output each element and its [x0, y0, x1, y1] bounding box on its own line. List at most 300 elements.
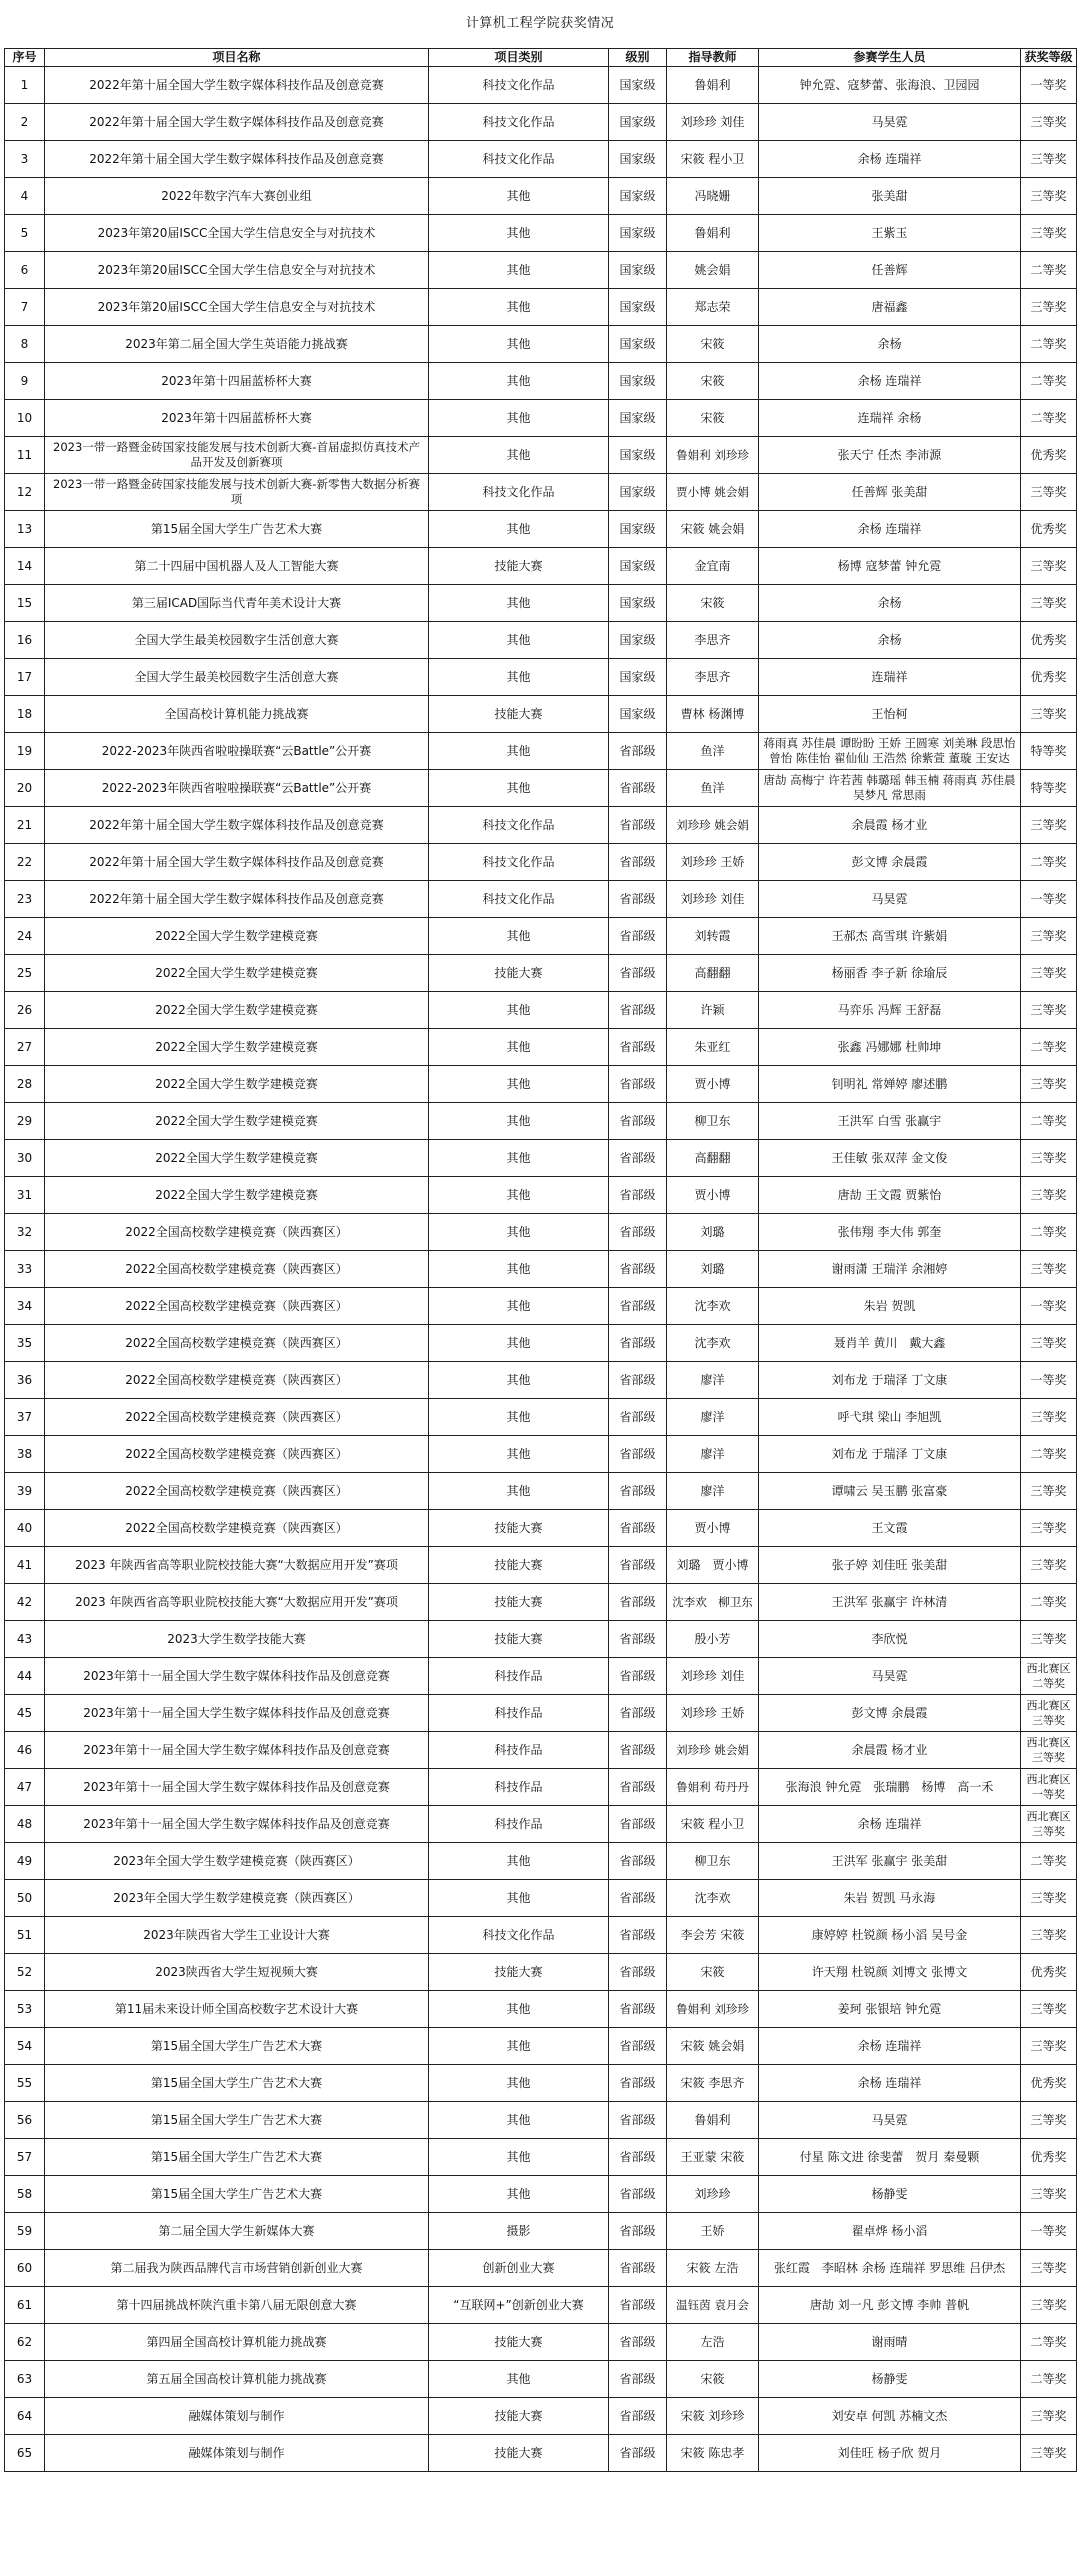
cell-award: 二等奖 [1021, 2324, 1077, 2361]
cell-students: 杨静雯 [759, 2176, 1021, 2213]
cell-students: 马弈乐 冯辉 王舒磊 [759, 992, 1021, 1029]
cell-index: 58 [5, 2176, 45, 2213]
cell-advisor: 贾小博 [667, 1510, 759, 1547]
cell-students: 呼弋琪 梁山 李旭凯 [759, 1399, 1021, 1436]
cell-project-name: 第二届我为陕西品牌代言市场营销创新创业大赛 [45, 2250, 429, 2287]
table-row [5, 548, 1077, 585]
cell-award: 一等奖 [1021, 1362, 1077, 1399]
cell-category: 其他 [429, 1399, 609, 1436]
cell-level: 国家级 [609, 289, 667, 326]
cell-project-name: 2023年第十一届全国大学生数字媒体科技作品及创意竞赛 [45, 1695, 429, 1732]
cell-award: 二等奖 [1021, 326, 1077, 363]
cell-students: 连瑞祥 余杨 [759, 400, 1021, 437]
table-body [5, 67, 1077, 2472]
table-row [5, 1177, 1077, 1214]
cell-advisor: 柳卫东 [667, 1103, 759, 1140]
cell-students: 翟卓烨 杨小滔 [759, 2213, 1021, 2250]
cell-category: 科技文化作品 [429, 67, 609, 104]
cell-project-name: 2023年全国大学生数学建模竞赛（陕西赛区） [45, 1880, 429, 1917]
cell-project-name: 2022全国大学生数学建模竞赛 [45, 1177, 429, 1214]
cell-index: 27 [5, 1029, 45, 1066]
cell-advisor: 贾小博 [667, 1066, 759, 1103]
cell-award: 三等奖 [1021, 178, 1077, 215]
cell-advisor: 鲁娟利 刘珍珍 [667, 1991, 759, 2028]
cell-index: 1 [5, 67, 45, 104]
table-row [5, 326, 1077, 363]
cell-category: 其他 [429, 437, 609, 474]
table-row [5, 1325, 1077, 1362]
cell-advisor: 鲁娟利 刘珍珍 [667, 437, 759, 474]
cell-students: 唐劼 高梅宁 许若茜 韩璐瑶 韩玉楠 蒋雨真 苏佳晨 吴梦凡 常思雨 [759, 770, 1021, 807]
cell-award: 二等奖 [1021, 252, 1077, 289]
cell-advisor: 沈李欢 [667, 1325, 759, 1362]
cell-level: 省部级 [609, 1362, 667, 1399]
cell-category: 其他 [429, 1029, 609, 1066]
cell-award: 三等奖 [1021, 215, 1077, 252]
cell-advisor: 刘珍珍 姚会娟 [667, 807, 759, 844]
cell-advisor: 宋筱 [667, 1954, 759, 1991]
cell-level: 国家级 [609, 474, 667, 511]
cell-students: 蒋雨真 苏佳晨 谭盼盼 王娇 王圆寒 刘美琳 段思怡 曾怡 陈佳怡 翟仙仙 王浩然 徐紫萱 董璇 王安达 [759, 733, 1021, 770]
cell-award: 二等奖 [1021, 1214, 1077, 1251]
cell-award: 二等奖 [1021, 1103, 1077, 1140]
cell-level: 省部级 [609, 2324, 667, 2361]
header-project-name: 项目名称 [45, 49, 429, 67]
table-row [5, 1288, 1077, 1325]
cell-category: 其他 [429, 1140, 609, 1177]
cell-advisor: 殷小芳 [667, 1621, 759, 1658]
table-row [5, 2287, 1077, 2324]
cell-category: 技能大赛 [429, 2435, 609, 2472]
cell-index: 39 [5, 1473, 45, 1510]
cell-level: 省部级 [609, 1103, 667, 1140]
cell-category: 其他 [429, 400, 609, 437]
table-row [5, 2435, 1077, 2472]
cell-category: 科技文化作品 [429, 104, 609, 141]
table-row [5, 659, 1077, 696]
cell-students: 付星 陈文进 徐斐蕾 贺月 秦曼颗 [759, 2139, 1021, 2176]
cell-category: 其他 [429, 770, 609, 807]
cell-index: 16 [5, 622, 45, 659]
cell-students: 余杨 连瑞祥 [759, 1806, 1021, 1843]
cell-index: 4 [5, 178, 45, 215]
cell-category: 其他 [429, 1325, 609, 1362]
cell-advisor: 鲁娟利 [667, 2102, 759, 2139]
cell-level: 国家级 [609, 363, 667, 400]
cell-students: 马昊霓 [759, 104, 1021, 141]
table-row [5, 252, 1077, 289]
cell-award: 西北赛区三等奖 [1021, 1732, 1077, 1769]
cell-category: 技能大赛 [429, 2398, 609, 2435]
cell-advisor: 李思齐 [667, 622, 759, 659]
cell-students: 余杨 连瑞祥 [759, 2028, 1021, 2065]
cell-category: 摄影 [429, 2213, 609, 2250]
cell-index: 37 [5, 1399, 45, 1436]
cell-project-name: 2023年全国大学生数学建模竞赛（陕西赛区） [45, 1843, 429, 1880]
table-row [5, 1399, 1077, 1436]
cell-category: 科技作品 [429, 1769, 609, 1806]
cell-index: 7 [5, 289, 45, 326]
cell-category: 其他 [429, 2065, 609, 2102]
cell-category: 其他 [429, 1177, 609, 1214]
cell-award: 特等奖 [1021, 770, 1077, 807]
cell-level: 国家级 [609, 400, 667, 437]
cell-advisor: 宋筱 程小卫 [667, 1806, 759, 1843]
cell-advisor: 宋筱 姚会娟 [667, 2028, 759, 2065]
cell-students: 李欣悦 [759, 1621, 1021, 1658]
cell-students: 彭文博 余晨霞 [759, 1695, 1021, 1732]
cell-project-name: 第15届全国大学生广告艺术大赛 [45, 511, 429, 548]
cell-project-name: 2023年第十一届全国大学生数字媒体科技作品及创意竞赛 [45, 1806, 429, 1843]
cell-advisor: 宋筱 左浩 [667, 2250, 759, 2287]
cell-award: 三等奖 [1021, 104, 1077, 141]
cell-award: 三等奖 [1021, 1880, 1077, 1917]
cell-students: 杨丽香 李子新 徐瑜辰 [759, 955, 1021, 992]
cell-project-name: 2022全国大学生数学建模竞赛 [45, 955, 429, 992]
table-row [5, 1991, 1077, 2028]
table-row [5, 363, 1077, 400]
cell-category: 科技文化作品 [429, 1917, 609, 1954]
cell-award: 西北赛区二等奖 [1021, 1658, 1077, 1695]
cell-project-name: 2022全国高校数学建模竞赛（陕西赛区） [45, 1288, 429, 1325]
table-row [5, 2028, 1077, 2065]
cell-award: 西北赛区三等奖 [1021, 1695, 1077, 1732]
cell-students: 张子婷 刘佳旺 张美甜 [759, 1547, 1021, 1584]
cell-project-name: 第四届全国高校计算机能力挑战赛 [45, 2324, 429, 2361]
cell-category: 技能大赛 [429, 2324, 609, 2361]
cell-category: 科技文化作品 [429, 474, 609, 511]
cell-project-name: 2023一带一路暨金砖国家技能发展与技术创新大赛-首届虚拟仿真技术产品开发及创新赛项 [45, 437, 429, 474]
cell-level: 国家级 [609, 622, 667, 659]
cell-index: 8 [5, 326, 45, 363]
cell-level: 省部级 [609, 2287, 667, 2324]
cell-level: 省部级 [609, 881, 667, 918]
cell-project-name: 2023年第十四届蓝桥杯大赛 [45, 400, 429, 437]
cell-level: 省部级 [609, 807, 667, 844]
cell-students: 刘安卓 何凯 苏楠文杰 [759, 2398, 1021, 2435]
cell-students: 余杨 [759, 585, 1021, 622]
cell-project-name: 2023年第20届ISCC全国大学生信息安全与对抗技术 [45, 252, 429, 289]
cell-level: 省部级 [609, 1140, 667, 1177]
cell-index: 40 [5, 1510, 45, 1547]
header-students: 参赛学生人员 [759, 49, 1021, 67]
cell-category: 科技文化作品 [429, 807, 609, 844]
cell-index: 49 [5, 1843, 45, 1880]
cell-students: 康婷婷 杜锐颜 杨小滔 吴号金 [759, 1917, 1021, 1954]
cell-advisor: 宋筱 [667, 585, 759, 622]
cell-project-name: 2022-2023年陕西省啦啦操联赛“云Battle”公开赛 [45, 770, 429, 807]
cell-category: 其他 [429, 2139, 609, 2176]
cell-category: 其他 [429, 1288, 609, 1325]
cell-level: 省部级 [609, 1954, 667, 1991]
cell-level: 省部级 [609, 1584, 667, 1621]
table-row [5, 1658, 1077, 1695]
cell-level: 国家级 [609, 511, 667, 548]
cell-advisor: 李思齐 [667, 659, 759, 696]
cell-advisor: 廖洋 [667, 1473, 759, 1510]
cell-index: 48 [5, 1806, 45, 1843]
cell-advisor: 宋筱 姚会娟 [667, 511, 759, 548]
cell-project-name: 2022全国大学生数学建模竞赛 [45, 992, 429, 1029]
table-row [5, 1510, 1077, 1547]
table-row [5, 67, 1077, 104]
cell-students: 王怡柯 [759, 696, 1021, 733]
cell-advisor: 朱亚红 [667, 1029, 759, 1066]
cell-award: 三等奖 [1021, 548, 1077, 585]
table-row [5, 511, 1077, 548]
cell-project-name: 2022年第十届全国大学生数字媒体科技作品及创意竞赛 [45, 844, 429, 881]
cell-advisor: 鲁娟利 苟丹丹 [667, 1769, 759, 1806]
cell-project-name: 2022全国高校数学建模竞赛（陕西赛区） [45, 1399, 429, 1436]
cell-advisor: 王娇 [667, 2213, 759, 2250]
cell-award: 三等奖 [1021, 141, 1077, 178]
cell-category: 其他 [429, 622, 609, 659]
table-row [5, 1436, 1077, 1473]
cell-advisor: 刘珍珍 [667, 2176, 759, 2213]
cell-level: 省部级 [609, 1436, 667, 1473]
cell-category: 创新创业大赛 [429, 2250, 609, 2287]
cell-project-name: 2022全国大学生数学建模竞赛 [45, 1140, 429, 1177]
cell-category: 技能大赛 [429, 1954, 609, 1991]
cell-index: 20 [5, 770, 45, 807]
header-category: 项目类别 [429, 49, 609, 67]
cell-level: 省部级 [609, 1843, 667, 1880]
cell-advisor: 刘珍珍 刘佳 [667, 104, 759, 141]
cell-award: 二等奖 [1021, 363, 1077, 400]
cell-project-name: 2022全国大学生数学建模竞赛 [45, 918, 429, 955]
cell-level: 省部级 [609, 1732, 667, 1769]
cell-students: 彭文博 余晨霞 [759, 844, 1021, 881]
cell-project-name: 2022年第十届全国大学生数字媒体科技作品及创意竞赛 [45, 807, 429, 844]
document-title: 计算机工程学院获奖情况 [465, 16, 615, 31]
table-row [5, 992, 1077, 1029]
table-row [5, 2139, 1077, 2176]
cell-index: 53 [5, 1991, 45, 2028]
cell-index: 25 [5, 955, 45, 992]
cell-students: 马昊霓 [759, 881, 1021, 918]
table-row [5, 696, 1077, 733]
table-header-row [5, 49, 1077, 67]
cell-students: 张伟翔 李大伟 郭奎 [759, 1214, 1021, 1251]
cell-award: 优秀奖 [1021, 511, 1077, 548]
cell-index: 51 [5, 1917, 45, 1954]
cell-index: 54 [5, 2028, 45, 2065]
table-row [5, 2250, 1077, 2287]
cell-level: 国家级 [609, 548, 667, 585]
cell-level: 省部级 [609, 1991, 667, 2028]
cell-index: 41 [5, 1547, 45, 1584]
cell-award: 三等奖 [1021, 696, 1077, 733]
cell-award: 一等奖 [1021, 2213, 1077, 2250]
table-row [5, 1251, 1077, 1288]
cell-category: 其他 [429, 1251, 609, 1288]
cell-award: 优秀奖 [1021, 437, 1077, 474]
cell-students: 连瑞祥 [759, 659, 1021, 696]
cell-award: 三等奖 [1021, 955, 1077, 992]
cell-category: 其他 [429, 1991, 609, 2028]
cell-award: 三等奖 [1021, 1251, 1077, 1288]
cell-category: 其他 [429, 1843, 609, 1880]
cell-level: 省部级 [609, 1621, 667, 1658]
cell-award: 优秀奖 [1021, 659, 1077, 696]
cell-project-name: 2022年第十届全国大学生数字媒体科技作品及创意竞赛 [45, 67, 429, 104]
cell-category: 技能大赛 [429, 548, 609, 585]
cell-category: 技能大赛 [429, 1621, 609, 1658]
cell-students: 任善辉 张美甜 [759, 474, 1021, 511]
cell-index: 33 [5, 1251, 45, 1288]
cell-advisor: 廖洋 [667, 1399, 759, 1436]
cell-advisor: 曹林 杨渊博 [667, 696, 759, 733]
cell-advisor: 郑志荣 [667, 289, 759, 326]
cell-award: 二等奖 [1021, 2361, 1077, 2398]
cell-students: 任善辉 [759, 252, 1021, 289]
cell-category: 其他 [429, 2102, 609, 2139]
cell-award: 一等奖 [1021, 1288, 1077, 1325]
table-row [5, 1547, 1077, 1584]
cell-project-name: 2023年第十一届全国大学生数字媒体科技作品及创意竞赛 [45, 1732, 429, 1769]
cell-index: 55 [5, 2065, 45, 2102]
cell-level: 省部级 [609, 1251, 667, 1288]
cell-award: 二等奖 [1021, 1436, 1077, 1473]
header-index: 序号 [5, 49, 45, 67]
cell-category: 其他 [429, 2176, 609, 2213]
cell-advisor: 温钰茵 袁月会 [667, 2287, 759, 2324]
cell-award: 三等奖 [1021, 1917, 1077, 1954]
cell-level: 省部级 [609, 1695, 667, 1732]
cell-category: 技能大赛 [429, 1584, 609, 1621]
cell-students: 唐劼 刘一凡 彭文博 李帅 普帆 [759, 2287, 1021, 2324]
cell-award: 三等奖 [1021, 1547, 1077, 1584]
cell-advisor: 鱼洋 [667, 770, 759, 807]
cell-advisor: 鲁娟利 [667, 215, 759, 252]
cell-index: 14 [5, 548, 45, 585]
cell-award: 一等奖 [1021, 67, 1077, 104]
cell-level: 国家级 [609, 104, 667, 141]
cell-index: 3 [5, 141, 45, 178]
cell-level: 省部级 [609, 992, 667, 1029]
cell-project-name: 第15届全国大学生广告艺术大赛 [45, 2176, 429, 2213]
cell-level: 国家级 [609, 215, 667, 252]
cell-level: 省部级 [609, 1510, 667, 1547]
cell-index: 19 [5, 733, 45, 770]
cell-students: 王郝杰 高雪琪 许紫娟 [759, 918, 1021, 955]
cell-advisor: 宋筱 陈忠孝 [667, 2435, 759, 2472]
cell-category: 其他 [429, 363, 609, 400]
cell-award: 三等奖 [1021, 1621, 1077, 1658]
cell-students: 王洪军 张赢宇 张美甜 [759, 1843, 1021, 1880]
cell-students: 唐劼 王文霞 贾紫怡 [759, 1177, 1021, 1214]
cell-category: 其他 [429, 1880, 609, 1917]
cell-level: 省部级 [609, 1288, 667, 1325]
cell-advisor: 刘珍珍 刘佳 [667, 1658, 759, 1695]
table-row [5, 1843, 1077, 1880]
cell-index: 56 [5, 2102, 45, 2139]
cell-advisor: 刘珍珍 刘佳 [667, 881, 759, 918]
table-row [5, 844, 1077, 881]
cell-level: 省部级 [609, 733, 667, 770]
table-row [5, 918, 1077, 955]
cell-index: 38 [5, 1436, 45, 1473]
cell-level: 国家级 [609, 141, 667, 178]
cell-project-name: 2023大学生数学技能大赛 [45, 1621, 429, 1658]
table-row [5, 1584, 1077, 1621]
table-row [5, 289, 1077, 326]
table-row [5, 1732, 1077, 1769]
cell-index: 47 [5, 1769, 45, 1806]
cell-advisor: 沈李欢 [667, 1880, 759, 1917]
cell-index: 61 [5, 2287, 45, 2324]
cell-index: 50 [5, 1880, 45, 1917]
header-level: 级别 [609, 49, 667, 67]
cell-index: 6 [5, 252, 45, 289]
cell-advisor: 刘珍珍 姚会娟 [667, 1732, 759, 1769]
cell-project-name: 2023年第十一届全国大学生数字媒体科技作品及创意竞赛 [45, 1769, 429, 1806]
cell-advisor: 沈李欢 柳卫东 [667, 1584, 759, 1621]
cell-award: 三等奖 [1021, 2287, 1077, 2324]
table-row [5, 437, 1077, 474]
table-row [5, 770, 1077, 807]
cell-level: 省部级 [609, 1177, 667, 1214]
cell-advisor: 金宜南 [667, 548, 759, 585]
cell-category: 科技作品 [429, 1658, 609, 1695]
cell-project-name: 2022全国高校数学建模竞赛（陕西赛区） [45, 1214, 429, 1251]
cell-category: 其他 [429, 1436, 609, 1473]
cell-project-name: 2022年第十届全国大学生数字媒体科技作品及创意竞赛 [45, 141, 429, 178]
cell-index: 59 [5, 2213, 45, 2250]
cell-category: 其他 [429, 918, 609, 955]
cell-award: 三等奖 [1021, 807, 1077, 844]
cell-students: 张天宁 任杰 李沛源 [759, 437, 1021, 474]
table-row [5, 807, 1077, 844]
cell-level: 省部级 [609, 2028, 667, 2065]
cell-students: 谭啸云 吴玉鹏 张富豪 [759, 1473, 1021, 1510]
cell-students: 谢雨晴 [759, 2324, 1021, 2361]
cell-award: 三等奖 [1021, 2250, 1077, 2287]
cell-award: 三等奖 [1021, 1399, 1077, 1436]
cell-advisor: 廖洋 [667, 1436, 759, 1473]
cell-level: 省部级 [609, 1880, 667, 1917]
cell-project-name: 2022年数字汽车大赛创业组 [45, 178, 429, 215]
cell-category: 其他 [429, 252, 609, 289]
cell-award: 三等奖 [1021, 1991, 1077, 2028]
table-row [5, 881, 1077, 918]
cell-advisor: 廖洋 [667, 1362, 759, 1399]
table-row [5, 1954, 1077, 1991]
cell-project-name: 第15届全国大学生广告艺术大赛 [45, 2102, 429, 2139]
cell-index: 30 [5, 1140, 45, 1177]
cell-advisor: 许颖 [667, 992, 759, 1029]
cell-students: 姜珂 张银培 钟允霓 [759, 1991, 1021, 2028]
cell-students: 马昊霓 [759, 2102, 1021, 2139]
cell-advisor: 高翻翻 [667, 1140, 759, 1177]
cell-students: 刘佳旺 杨子欣 贺月 [759, 2435, 1021, 2472]
cell-level: 省部级 [609, 770, 667, 807]
cell-award: 优秀奖 [1021, 1954, 1077, 1991]
cell-project-name: 2023年第二届全国大学生英语能力挑战赛 [45, 326, 429, 363]
cell-advisor: 刘珍珍 王娇 [667, 844, 759, 881]
table-row [5, 2213, 1077, 2250]
cell-category: 其他 [429, 992, 609, 1029]
cell-index: 17 [5, 659, 45, 696]
cell-category: 其他 [429, 178, 609, 215]
cell-project-name: 第十四届挑战杯陕汽重卡第八届无限创意大赛 [45, 2287, 429, 2324]
cell-students: 王佳敏 张双萍 金文俊 [759, 1140, 1021, 1177]
table-row [5, 1362, 1077, 1399]
cell-project-name: 第15届全国大学生广告艺术大赛 [45, 2028, 429, 2065]
table-row [5, 474, 1077, 511]
cell-level: 省部级 [609, 1917, 667, 1954]
cell-level: 省部级 [609, 918, 667, 955]
